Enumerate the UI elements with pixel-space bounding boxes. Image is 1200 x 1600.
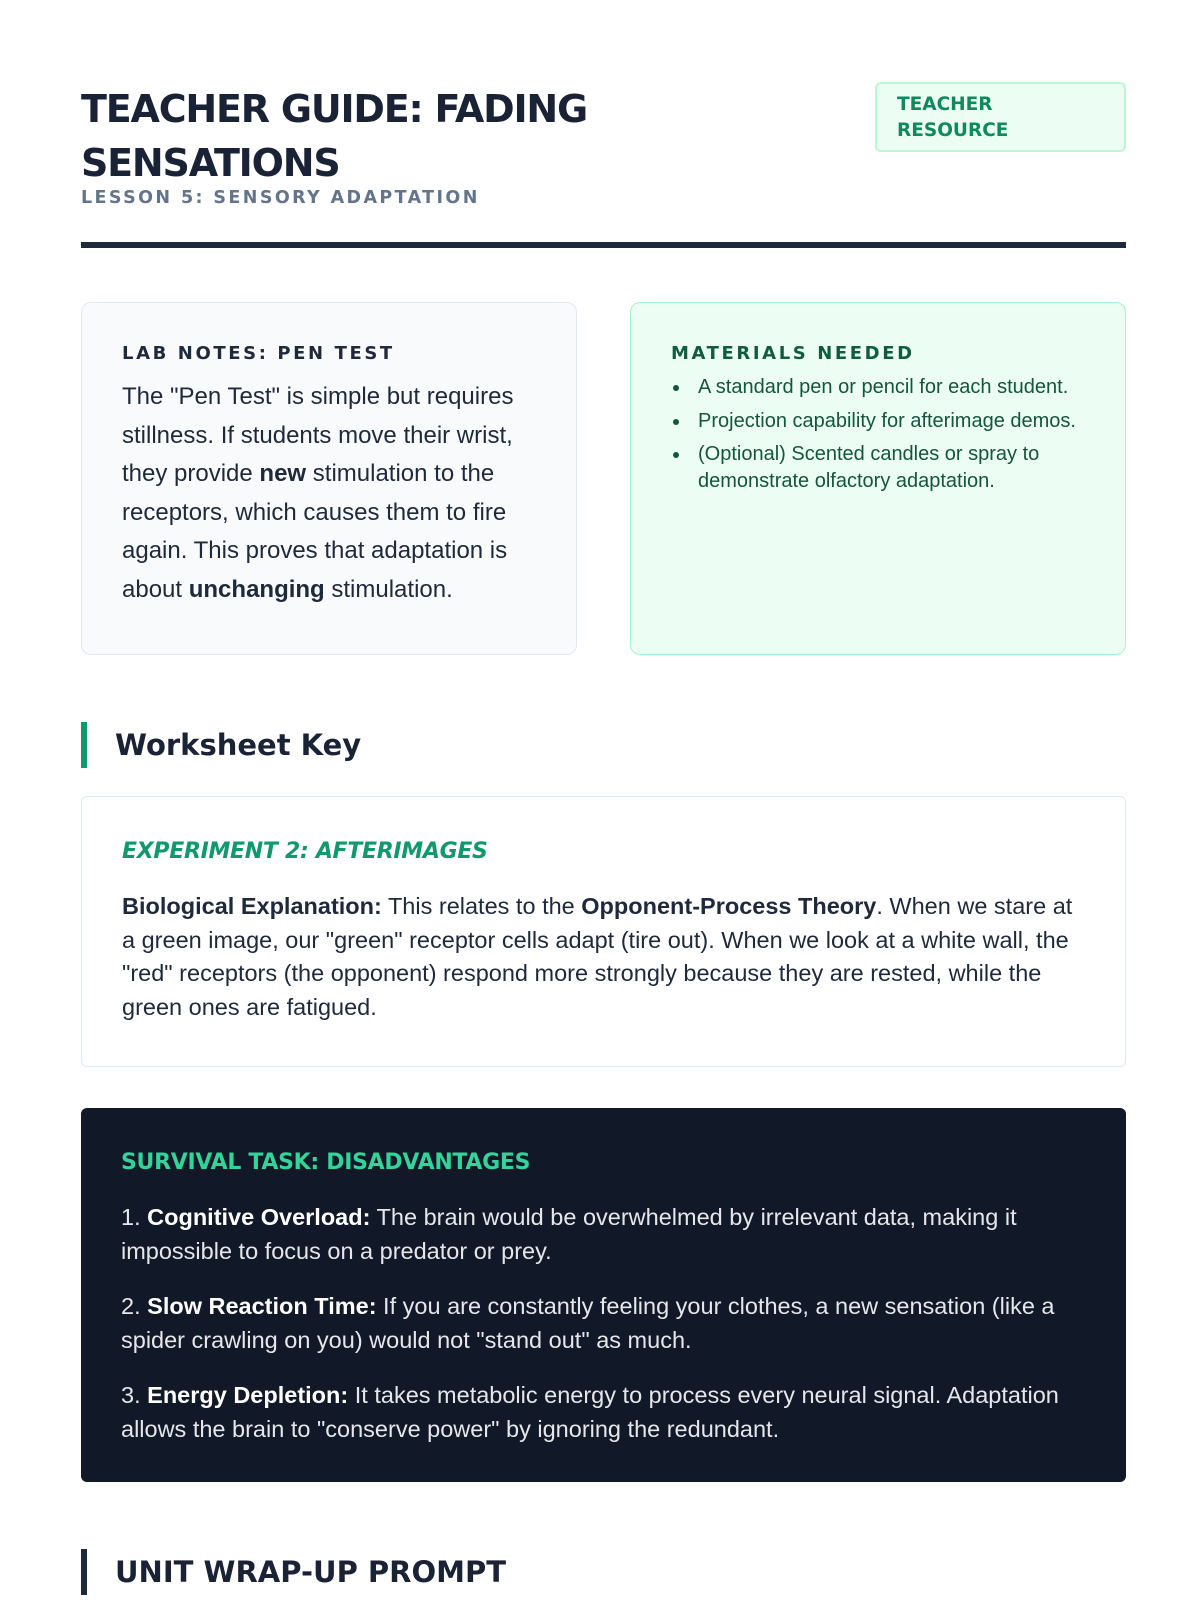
lesson-subtitle: LESSON 5: SENSORY ADAPTATION xyxy=(81,188,480,208)
item-title: Energy Depletion: xyxy=(147,1382,349,1408)
page-header xyxy=(81,82,1126,247)
worksheet-key-heading: Worksheet Key xyxy=(81,722,361,768)
survival-heading: SURVIVAL TASK: DISADVANTAGES xyxy=(121,1150,531,1175)
materials-list xyxy=(671,374,1085,494)
item-number: 3. xyxy=(121,1382,148,1408)
unit-wrapup-heading: UNIT WRAP-UP PROMPT xyxy=(81,1549,506,1595)
lab-notes-emphasis-unchanging: unchanging xyxy=(188,575,325,603)
experiment-heading: EXPERIMENT 2: AFTERIMAGES xyxy=(122,839,488,864)
item-text: If you are constantly feeling your clothes, a new sensation (like a spider crawling on you) would not "stand out" as much. xyxy=(121,1293,1055,1353)
list-item xyxy=(121,1290,1086,1357)
list-item xyxy=(121,1201,1086,1268)
item-title: Cognitive Overload: xyxy=(147,1204,371,1230)
item-text: The brain would be overwhelmed by irrelevant data, making it impossible to focus on a predator or prey. xyxy=(121,1204,1017,1264)
experiment-card xyxy=(81,796,1126,1067)
teacher-guide-page xyxy=(81,0,1126,1600)
materials-card xyxy=(630,302,1126,655)
explanation-text-part: This relates to the xyxy=(381,893,582,919)
lab-notes-text-part: stimulation. xyxy=(324,575,453,603)
item-text: It takes metabolic energy to process every neural signal. Adaptation allows the brain to "conserve power" by ignoring the redundant. xyxy=(121,1382,1059,1442)
lab-notes-card xyxy=(81,302,577,655)
lab-notes-text-part: The "Pen Test" is simple but requires stillness. If students move their wrist, they provide xyxy=(122,383,514,487)
page-title: TEACHER GUIDE: FADING SENSATIONS xyxy=(81,87,588,185)
list-item: Projection capability for afterimage demos. xyxy=(671,408,1085,435)
explanation-text-part: . When we stare at a green image, our "green" receptor cells adapt (tire out). When we look at a white wall, the "red" receptors (the opponent) respond more strongly because they are rested, while the green ones are fatigued. xyxy=(122,893,1073,1020)
lab-notes-text-part: stimulation to the receptors, which causes them to fire again. This proves that adaptation is about xyxy=(122,460,508,603)
lab-notes-text xyxy=(122,378,536,609)
list-item: (Optional) Scented candles or spray to demonstrate olfactory adaptation. xyxy=(671,441,1085,494)
explanation-label: Biological Explanation: xyxy=(122,893,382,919)
item-number: 1. xyxy=(121,1204,148,1230)
survival-task-card xyxy=(81,1108,1126,1482)
teacher-resource-badge: TEACHER RESOURCE xyxy=(875,82,1126,152)
item-number: 2. xyxy=(121,1293,148,1319)
item-title: Slow Reaction Time: xyxy=(147,1293,377,1319)
list-item xyxy=(121,1379,1086,1446)
list-item: A standard pen or pencil for each student. xyxy=(671,374,1085,401)
lab-notes-heading: LAB NOTES: PEN TEST xyxy=(122,343,395,364)
materials-heading: MATERIALS NEEDED xyxy=(671,343,915,364)
lab-notes-emphasis-new: new xyxy=(259,460,307,487)
theory-name: Opponent-Process Theory xyxy=(581,893,877,919)
experiment-explanation xyxy=(122,890,1085,1024)
header-divider xyxy=(81,242,1126,248)
